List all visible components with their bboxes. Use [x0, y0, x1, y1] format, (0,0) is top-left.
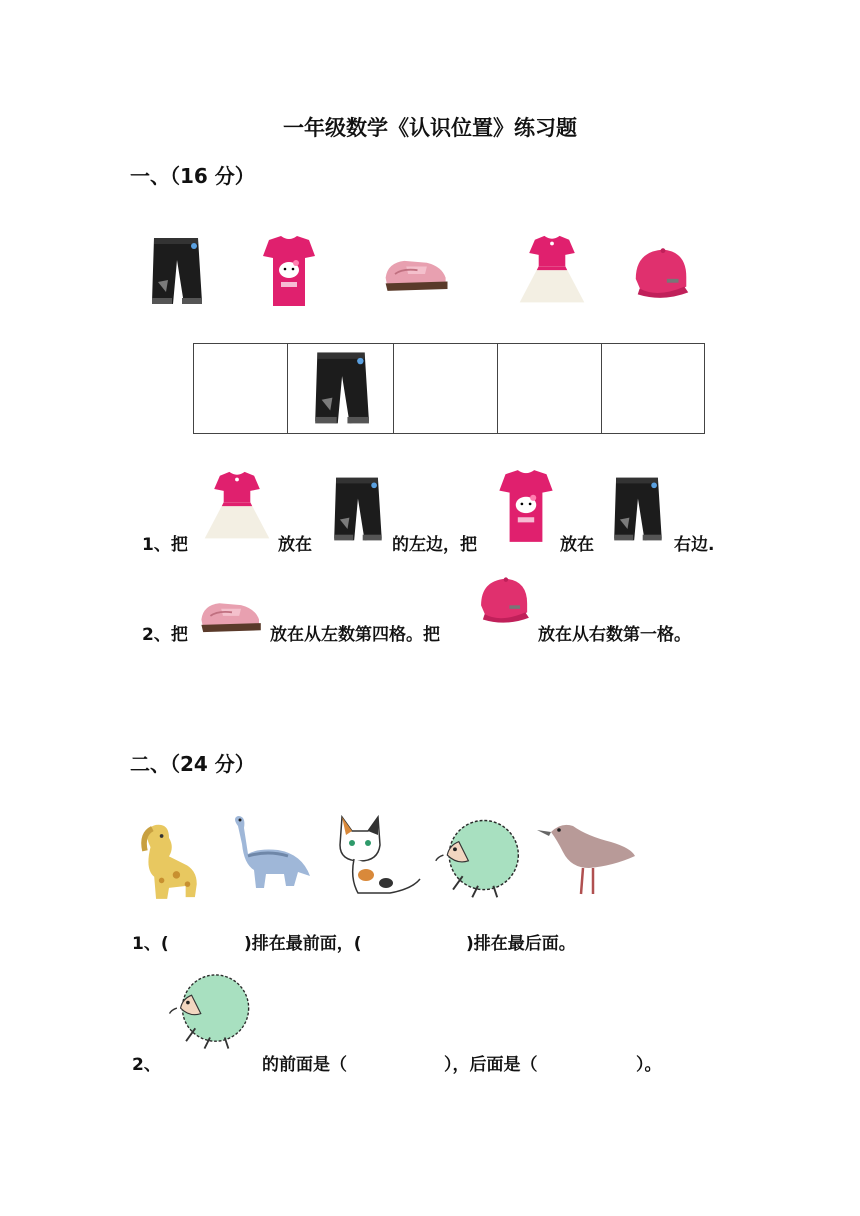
s2-q1-text1: )排在最前面，(: [244, 934, 362, 954]
s2-q2-num: 2、: [132, 1055, 161, 1075]
section1-heading: 一、（16 分）: [130, 164, 255, 188]
section2-heading: 二、（24 分）: [130, 752, 255, 776]
grid-cell-4[interactable]: [498, 344, 602, 433]
s2-q1-text2: )排在最后面。: [466, 934, 576, 954]
s1-q2-num: 2、把: [142, 625, 188, 645]
dress-icon: [512, 234, 592, 310]
cap-icon: [474, 562, 536, 638]
s1-q1-text1: 放在: [278, 535, 312, 555]
cap-icon: [628, 240, 696, 306]
hedgehog-icon: [164, 960, 256, 1058]
pants-icon: [301, 346, 381, 432]
tshirt-icon: [494, 466, 558, 548]
s1-q1-text2: 的左边，把: [392, 535, 477, 555]
s1-q1-num: 1、把: [142, 535, 188, 555]
s1-q1-text4: 右边.: [674, 535, 715, 555]
shoes-icon: [380, 248, 455, 298]
bird-icon: [530, 812, 642, 902]
dinosaur-icon: [218, 814, 318, 894]
dress-icon: [196, 470, 278, 546]
page-title: 一年级数学《认识位置》练习题: [283, 116, 577, 140]
hedgehog-icon: [430, 808, 526, 904]
cat-icon: [328, 808, 428, 900]
tshirt-icon: [254, 232, 324, 312]
s1-q1-text3: 放在: [560, 535, 594, 555]
pants-icon: [136, 232, 216, 312]
pants-icon: [326, 472, 388, 548]
shoes-icon: [196, 588, 268, 642]
dog-icon: [132, 816, 206, 906]
grid-cell-1[interactable]: [194, 344, 288, 433]
grid-cell-5[interactable]: [602, 344, 704, 433]
s2-q2-text2: ），后面是（: [444, 1055, 538, 1075]
s2-q1-num: 1、(: [132, 934, 169, 954]
s2-q2-text3: ）。: [636, 1055, 662, 1075]
grid-cell-2[interactable]: [288, 344, 394, 433]
s2-q2-text1: 的前面是（: [262, 1055, 347, 1075]
s1-q2-text1: 放在从左数第四格。把: [270, 625, 440, 645]
answer-grid: [193, 343, 705, 434]
pants-icon: [606, 472, 668, 548]
s1-q2-text2: 放在从右数第一格。: [538, 625, 691, 645]
grid-cell-3[interactable]: [394, 344, 498, 433]
